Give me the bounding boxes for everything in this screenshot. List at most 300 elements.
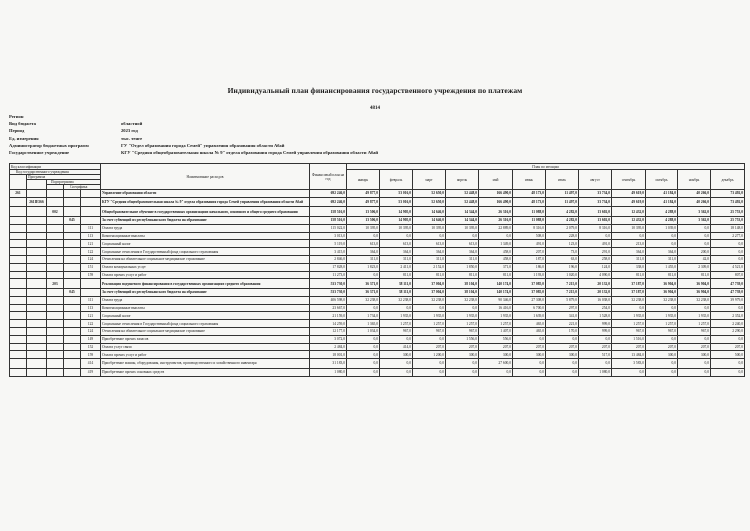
month-value-cell: 196,0	[546, 263, 579, 271]
code-cell	[64, 240, 81, 248]
code-cell	[27, 327, 47, 335]
code-cell: 159	[81, 351, 101, 359]
code-cell	[47, 224, 64, 232]
code-cell	[47, 320, 64, 328]
month-value-cell: 8 316,0	[513, 224, 546, 232]
meta-label: Администратор бюджетных программ	[9, 142, 89, 148]
code-cell	[64, 271, 81, 279]
code-cell	[47, 197, 64, 207]
table-row	[10, 343, 745, 351]
code-cell	[47, 335, 64, 343]
code-cell: 045	[64, 216, 81, 224]
month-value-cell: 32 238,0	[678, 296, 711, 304]
annual-total-cell: 12 177,0	[310, 327, 347, 335]
code-cell	[47, 368, 64, 376]
month-value-cell: 7 215,0	[546, 279, 579, 289]
month-value-cell: 123,0	[546, 240, 579, 248]
code-cell	[47, 359, 64, 369]
header-program: Программа	[27, 175, 101, 180]
expense-name-cell: За счет субвенций из республиканского бюджета на образование	[101, 288, 310, 296]
month-value-cell: 200,0	[678, 248, 711, 256]
annual-total-cell: 11 273,0	[310, 271, 347, 279]
month-value-cell: 364,0	[380, 248, 413, 256]
code-cell	[10, 216, 27, 224]
month-value-cell: 0,0	[380, 335, 413, 343]
month-value-cell: 186,0	[513, 263, 546, 271]
code-cell	[64, 207, 81, 217]
month-value-cell: 1 935,0	[380, 312, 413, 320]
table-row	[10, 255, 745, 263]
code-cell: 151	[81, 263, 101, 271]
table-row	[10, 263, 745, 271]
month-value-cell: 807,0	[711, 271, 745, 279]
meta-label: Государственное учреждение	[9, 149, 70, 155]
month-value-cell: 2 352,0	[711, 312, 745, 320]
month-value-cell: 1 200,0	[413, 351, 446, 359]
month-value-cell: 300,0	[380, 351, 413, 359]
month-value-cell: 14 905,0	[380, 207, 413, 217]
month-value-cell: 207,0	[446, 343, 479, 351]
month-value-cell: 1 935,0	[612, 312, 646, 320]
month-value-cell: 14 344,0	[446, 216, 479, 224]
month-value-cell: 10 395,0	[413, 224, 446, 232]
month-value-cell: 1 257,0	[612, 320, 646, 328]
month-value-cell: 0,0	[413, 359, 446, 369]
month-value-cell: 41 184,0	[646, 190, 678, 198]
month-value-cell: 1 257,0	[479, 320, 513, 328]
month-value-cell: 207,0	[479, 343, 513, 351]
month-value-cell: 0,0	[546, 335, 579, 343]
meta-row	[9, 114, 729, 121]
month-value-cell: 1 257,0	[678, 320, 711, 328]
month-value-cell: 1 823,0	[347, 263, 380, 271]
month-value-cell: 38 104,0	[446, 279, 479, 289]
header-annual: Финансовый план на год	[310, 164, 347, 190]
table-row	[10, 335, 745, 343]
table-row	[10, 288, 745, 296]
month-value-cell: 40 266,0	[678, 197, 711, 207]
header-admin: Код государственного учреждения	[10, 170, 101, 175]
month-value-cell: 999,0	[579, 320, 612, 328]
month-value-cell: 48 173,0	[513, 197, 546, 207]
code-cell: 124	[81, 327, 101, 335]
expense-name-cell: Реализация подушевого финансирования в государственных организациях среднего образования	[101, 279, 310, 289]
month-value-cell: 0,0	[678, 335, 711, 343]
month-value-cell: 0,0	[347, 232, 380, 240]
month-value-cell: 37 085,0	[513, 288, 546, 296]
code-cell	[10, 335, 27, 343]
code-cell	[27, 359, 47, 369]
month-value-cell: 0,0	[579, 359, 612, 369]
month-value-cell: 73 492,0	[711, 197, 745, 207]
month-value-cell: 52 448,0	[446, 197, 479, 207]
month-value-cell: 32 238,0	[612, 296, 646, 304]
header-name: Наименование расходов	[101, 164, 310, 190]
month-value-cell: 5 879,0	[546, 296, 579, 304]
month-value-cell: 967,0	[678, 327, 711, 335]
month-value-cell: 207,0	[678, 343, 711, 351]
table-row	[10, 368, 745, 376]
table-row	[10, 351, 745, 359]
month-value-cell: 22 889,0	[479, 224, 513, 232]
code-cell: 152	[81, 343, 101, 351]
expense-name-cell: Социальный налог	[101, 240, 310, 248]
month-value-cell: 0,0	[347, 343, 380, 351]
month-value-cell: 6 700,0	[513, 304, 546, 312]
month-value-cell: 1 935,0	[446, 312, 479, 320]
month-value-cell: 508,0	[513, 232, 546, 240]
month-value-cell: 371,0	[479, 263, 513, 271]
code-cell	[47, 248, 64, 256]
month-value-cell: 0,0	[678, 304, 711, 312]
month-value-cell: 967,0	[646, 327, 678, 335]
code-cell	[47, 343, 64, 351]
code-cell	[27, 304, 47, 312]
table-row	[10, 296, 745, 304]
code-cell	[10, 343, 27, 351]
month-value-cell: 170,0	[546, 327, 579, 335]
month-value-cell: 187,0	[513, 255, 546, 263]
table-row	[10, 271, 745, 279]
month-value-cell: 228,0	[546, 232, 579, 240]
code-cell	[64, 359, 81, 369]
code-cell	[10, 312, 27, 320]
month-value-cell: 11 497,0	[546, 190, 579, 198]
month-value-cell: 8 316,0	[579, 224, 612, 232]
month-value-cell: 491,0	[513, 240, 546, 248]
month-value-cell: 311,0	[612, 255, 646, 263]
month-value-cell: 0,0	[678, 359, 711, 369]
code-cell	[10, 327, 27, 335]
month-value-cell: 52 448,0	[446, 190, 479, 198]
code-cell	[27, 271, 47, 279]
month-value-cell: 1 516,0	[612, 335, 646, 343]
annual-total-cell: 158 516,0	[310, 207, 347, 217]
month-value-cell: 0,0	[413, 232, 446, 240]
month-value-cell: 999,0	[579, 327, 612, 335]
header-month-1: январь	[347, 170, 380, 190]
expense-name-cell: Приобретение машин, оборудования, инструментов, производственного и хозяйственного инвентаря	[101, 359, 310, 369]
month-value-cell: 53 016,0	[380, 190, 413, 198]
code-cell	[27, 335, 47, 343]
expense-name-cell: КГУ "Средняя общеобразовательная школа № 9" отдела образования города Семей управления образования области Абай	[101, 197, 310, 207]
code-cell	[81, 288, 101, 296]
code-cell	[27, 368, 47, 376]
month-value-cell: 42,0	[678, 255, 711, 263]
month-value-cell: 458,0	[479, 248, 513, 256]
month-value-cell: 338,0	[612, 263, 646, 271]
annual-total-cell: 1 080,0	[310, 368, 347, 376]
meta-label: Вид бюджета	[9, 121, 36, 127]
expense-name-cell: Общеобразовательное обучение в государственных организациях начального, основного и общего среднего образования	[101, 207, 310, 217]
annual-total-cell: 3 415,0	[310, 248, 347, 256]
month-value-cell: 0,0	[579, 335, 612, 343]
code-cell: 113	[81, 304, 101, 312]
month-value-cell: 12 432,0	[612, 216, 646, 224]
header-subprogram: Подпрограмма	[47, 180, 101, 185]
month-value-cell: 1 455,0	[646, 263, 678, 271]
code-cell	[47, 263, 64, 271]
month-value-cell: 4 282,0	[546, 216, 579, 224]
month-value-cell: 0,0	[347, 359, 380, 369]
month-value-cell: 4 288,0	[646, 207, 678, 217]
code-cell	[64, 343, 81, 351]
month-value-cell: 2 309,0	[678, 263, 711, 271]
header-month-2: февраль	[380, 170, 413, 190]
month-value-cell: 0,0	[413, 368, 446, 376]
month-value-cell: 0,0	[612, 368, 646, 376]
code-cell	[64, 312, 81, 320]
document-title: Индивидуальный план финансирования государственного учреждения по платежам	[227, 86, 523, 95]
month-value-cell: 37 187,0	[612, 279, 646, 289]
month-value-cell: 47 739,0	[711, 288, 745, 296]
month-value-cell: 11 497,0	[546, 197, 579, 207]
code-cell	[81, 197, 101, 207]
month-value-cell: 364,0	[413, 248, 446, 256]
month-value-cell: 967,0	[380, 327, 413, 335]
month-value-cell: 38 104,0	[446, 288, 479, 296]
month-value-cell: 1 080,0	[579, 368, 612, 376]
month-value-cell: 36 904,0	[646, 288, 678, 296]
month-value-cell: 13 484,0	[612, 351, 646, 359]
month-value-cell: 38 111,0	[380, 279, 413, 289]
code-cell	[27, 240, 47, 248]
expense-name-cell: Оплата труда	[101, 296, 310, 304]
expense-name-cell: Компенсационные выплаты	[101, 304, 310, 312]
month-value-cell: 36 904,0	[678, 279, 711, 289]
month-value-cell: 63,0	[546, 255, 579, 263]
meta-row	[9, 150, 729, 157]
month-value-cell: 52 650,0	[413, 197, 446, 207]
month-value-cell: 13 506,0	[347, 216, 380, 224]
meta-row	[9, 143, 729, 150]
meta-value: КГУ "Средняя общеобразовательная школа № 9" отдела образования города Семей управления образования области Абай	[121, 149, 379, 155]
month-value-cell: 40 266,0	[678, 190, 711, 198]
code-cell	[10, 320, 27, 328]
month-value-cell: 1 349,0	[479, 240, 513, 248]
month-value-cell: 254,0	[579, 304, 612, 312]
meta-row	[9, 136, 729, 143]
code-cell	[64, 351, 81, 359]
month-value-cell: 36 371,0	[347, 288, 380, 296]
month-value-cell: 811,0	[380, 271, 413, 279]
month-value-cell: 458,0	[479, 255, 513, 263]
month-value-cell: 311,0	[413, 255, 446, 263]
month-value-cell: 13 506,0	[347, 207, 380, 217]
month-value-cell: 0,0	[646, 240, 678, 248]
code-cell	[10, 263, 27, 271]
month-value-cell: 207,0	[546, 343, 579, 351]
month-value-cell: 364,0	[646, 248, 678, 256]
month-value-cell: 291,0	[579, 248, 612, 256]
code-cell: 045	[64, 288, 81, 296]
code-cell	[10, 304, 27, 312]
month-value-cell: 517,0	[579, 351, 612, 359]
header-month-9: сентябрь	[612, 170, 646, 190]
document-meta	[9, 114, 729, 157]
month-value-cell: 37 004,0	[413, 279, 446, 289]
code-cell	[10, 296, 27, 304]
month-value-cell: 0,0	[546, 359, 579, 369]
code-cell	[64, 320, 81, 328]
month-value-cell: 300,0	[446, 351, 479, 359]
month-value-cell: 32 238,0	[380, 296, 413, 304]
month-value-cell: 39 979,0	[711, 296, 745, 304]
month-value-cell: 16 416,0	[479, 304, 513, 312]
month-value-cell: 207,0	[513, 343, 546, 351]
month-value-cell: 613,0	[380, 240, 413, 248]
code-cell: 122	[81, 320, 101, 328]
expense-name-cell: Социальный налог	[101, 312, 310, 320]
month-value-cell: 0,0	[711, 359, 745, 369]
code-cell	[47, 296, 64, 304]
month-value-cell: 13 602,0	[579, 207, 612, 217]
month-value-cell: 0,0	[479, 368, 513, 376]
month-value-cell: 1 257,0	[646, 320, 678, 328]
code-cell	[10, 288, 27, 296]
code-cell	[47, 240, 64, 248]
table-row	[10, 190, 745, 198]
code-cell	[47, 327, 64, 335]
code-cell: 159	[81, 271, 101, 279]
header-month-7: июль	[546, 170, 579, 190]
annual-total-cell: 3 072,0	[310, 335, 347, 343]
month-value-cell: 4 521,0	[711, 263, 745, 271]
month-value-cell: 613,0	[347, 240, 380, 248]
header-month-3: март	[413, 170, 446, 190]
month-value-cell: 3 583,0	[612, 359, 646, 369]
month-value-cell: 37 004,0	[413, 288, 446, 296]
document-code: 4814	[370, 106, 380, 111]
month-value-cell: 140 174,0	[479, 288, 513, 296]
expense-name-cell: Управление образования области	[101, 190, 310, 198]
month-value-cell: 52 650,0	[413, 190, 446, 198]
month-value-cell: 0,0	[513, 335, 546, 343]
meta-label: Ед. измерения	[9, 135, 39, 141]
month-value-cell: 221,0	[546, 320, 579, 328]
month-value-cell: 0,0	[513, 368, 546, 376]
month-value-cell: 0,0	[413, 304, 446, 312]
meta-row	[9, 128, 729, 135]
month-value-cell: 613,0	[446, 240, 479, 248]
header-classification: Код классификации	[10, 164, 101, 170]
month-value-cell: 0,0	[380, 368, 413, 376]
month-value-cell: 2 152,0	[413, 263, 446, 271]
meta-value: областной	[121, 121, 143, 127]
code-cell	[81, 216, 101, 224]
month-value-cell: 2 411,0	[380, 263, 413, 271]
month-value-cell: 1 407,0	[479, 327, 513, 335]
month-value-cell: 300,0	[678, 351, 711, 359]
month-value-cell: 0,0	[446, 368, 479, 376]
month-value-cell: 0,0	[347, 368, 380, 376]
annual-total-cell: 2 846,0	[310, 255, 347, 263]
month-value-cell: 11 088,0	[513, 216, 546, 224]
month-value-cell: 0,0	[380, 359, 413, 369]
annual-total-cell: 21 159,0	[310, 312, 347, 320]
code-cell	[27, 288, 47, 296]
month-value-cell: 0,0	[678, 224, 711, 232]
code-cell	[10, 232, 27, 240]
month-value-cell: 25 753,0	[711, 207, 745, 217]
month-value-cell: 140 174,0	[479, 279, 513, 289]
code-cell	[64, 327, 81, 335]
meta-value: ГУ "Отдел образования города Семей" управления образования области Абай	[121, 142, 285, 148]
month-value-cell: 0,0	[711, 304, 745, 312]
annual-total-cell: 5 119,0	[310, 240, 347, 248]
month-value-cell: 465,0	[513, 327, 546, 335]
month-value-cell: 4 288,0	[646, 216, 678, 224]
month-value-cell: 300,0	[479, 351, 513, 359]
annual-total-cell: 533 730,0	[310, 288, 347, 296]
month-value-cell: 4 282,0	[546, 207, 579, 217]
meta-value: тыс. тенге	[121, 135, 143, 141]
month-value-cell: 73 492,0	[711, 190, 745, 198]
table-row	[10, 359, 745, 369]
month-value-cell: 11 088,0	[513, 207, 546, 217]
month-value-cell: 14 344,0	[446, 207, 479, 217]
expense-name-cell: За счет субвенций из республиканского бюджета на образование	[101, 216, 310, 224]
month-value-cell: 1 734,0	[347, 312, 380, 320]
code-cell	[81, 207, 101, 217]
code-cell: 261	[10, 190, 27, 198]
month-value-cell: 967,0	[446, 327, 479, 335]
expense-name-cell: Отчисления на обязательное социальное медицинское страхование	[101, 255, 310, 263]
month-value-cell: 0,0	[612, 304, 646, 312]
code-cell: 203	[47, 279, 64, 289]
month-value-cell: 13 602,0	[579, 216, 612, 224]
month-value-cell: 491,0	[579, 240, 612, 248]
month-value-cell: 0,0	[711, 240, 745, 248]
month-value-cell: 0,0	[646, 368, 678, 376]
code-cell	[47, 271, 64, 279]
month-value-cell: 1 639,0	[513, 312, 546, 320]
month-value-cell: 1 935,0	[479, 312, 513, 320]
code-cell	[64, 263, 81, 271]
code-cell	[64, 368, 81, 376]
month-value-cell: 207,0	[579, 343, 612, 351]
code-cell	[10, 248, 27, 256]
month-value-cell: 1 365,0	[347, 320, 380, 328]
financing-plan-table	[9, 163, 745, 377]
month-value-cell: 207,0	[413, 343, 446, 351]
code-cell: 113	[81, 232, 101, 240]
month-value-cell: 0,0	[479, 232, 513, 240]
month-value-cell: 124,0	[579, 263, 612, 271]
code-cell: 111	[81, 296, 101, 304]
month-value-cell: 811,0	[446, 271, 479, 279]
month-value-cell: 0,0	[678, 232, 711, 240]
month-value-cell: 73,0	[546, 248, 579, 256]
month-value-cell: 2 277,0	[711, 232, 745, 240]
month-value-cell: 0,0	[446, 359, 479, 369]
code-cell	[47, 190, 64, 198]
month-value-cell: 0,0	[546, 368, 579, 376]
month-value-cell: 0,0	[513, 359, 546, 369]
month-value-cell: 3 362,0	[678, 216, 711, 224]
month-value-cell: 1 935,0	[413, 312, 446, 320]
table-row	[10, 207, 745, 217]
month-value-cell: 2 290,0	[711, 327, 745, 335]
month-value-cell: 37 187,0	[612, 288, 646, 296]
month-value-cell: 1 039,0	[646, 224, 678, 232]
meta-row	[9, 121, 729, 128]
month-value-cell: 12 432,0	[612, 207, 646, 217]
month-value-cell: 3 362,0	[678, 207, 711, 217]
annual-total-cell: 692 246,0	[310, 190, 347, 198]
code-cell	[27, 216, 47, 224]
code-cell	[27, 255, 47, 263]
